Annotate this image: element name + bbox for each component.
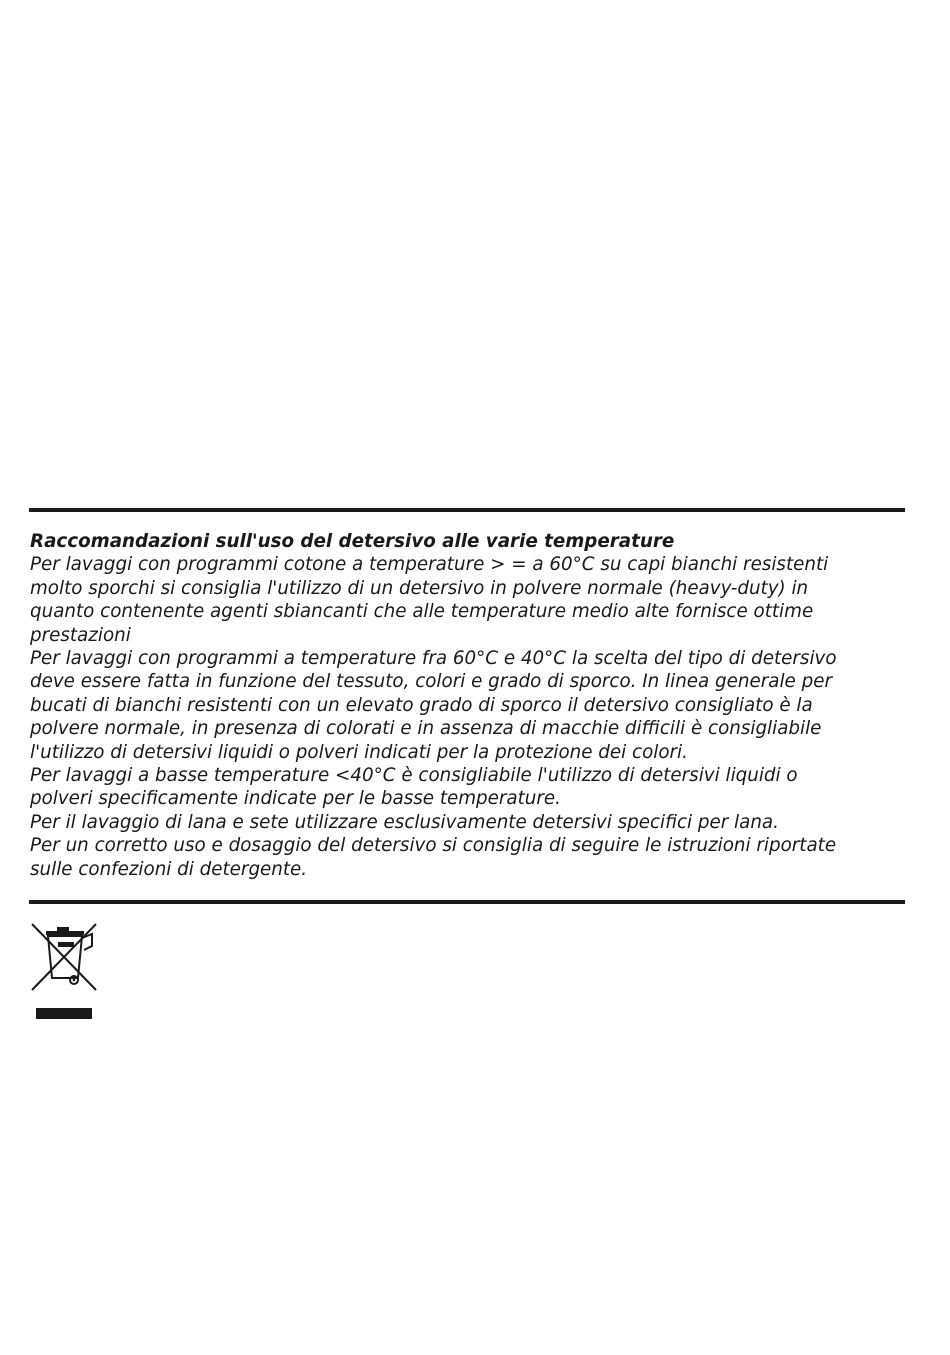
paragraph-line: deve essere fatta in funzione del tessuto, colori e grado di sporco. In linea generale per: [30, 671, 832, 693]
paragraph-line: polveri specificamente indicate per le basse temperature.: [30, 788, 561, 810]
paragraph-line: l'utilizzo di detersivi liquidi o polveri indicati per la protezione dei colori.: [30, 741, 688, 763]
paragraph-line: Per lavaggi a basse temperature <40°C è consigliabile l'utilizzo di detersivi liquidi o: [30, 765, 798, 787]
detergent-recommendations: [30, 530, 920, 881]
paragraph-line: Per un corretto uso e dosaggio del detersivo si consiglia di seguire le istruzioni riportate: [30, 835, 837, 857]
paragraph-line: bucati di bianchi resistenti con un elevato grado di sporco il detersivo consigliato è la: [30, 694, 813, 716]
crossed-out-wheelie-bin-icon: [26, 920, 102, 1022]
paragraph-line: sulle confezioni di detergente.: [30, 858, 308, 880]
section-title: Raccomandazioni sull'uso del detersivo alle varie temperature: [30, 531, 675, 552]
paragraph-line: Per lavaggi con programmi cotone a temperature > = a 60°C su capi bianchi resistenti: [30, 554, 829, 576]
paragraph-line: Per il lavaggio di lana e sete utilizzare esclusivamente detersivi specifici per lana.: [30, 811, 779, 833]
paragraph-line: Per lavaggi con programmi a temperature fra 60°C e 40°C la scelta del tipo di detersivo: [30, 648, 837, 670]
paragraph-line: polvere normale, in presenza di colorati e in assenza di macchie difficili è consigliabile: [30, 718, 822, 740]
top-divider: [29, 508, 905, 512]
paragraph-line: quanto contenente agenti sbiancanti che alle temperature medio alte fornisce ottime: [30, 601, 814, 623]
paragraph-line: prestazioni: [30, 624, 131, 646]
paragraph-line: molto sporchi si consiglia l'utilizzo di un detersivo in polvere normale (heavy-duty) in: [30, 577, 809, 599]
bottom-divider: [29, 900, 905, 904]
